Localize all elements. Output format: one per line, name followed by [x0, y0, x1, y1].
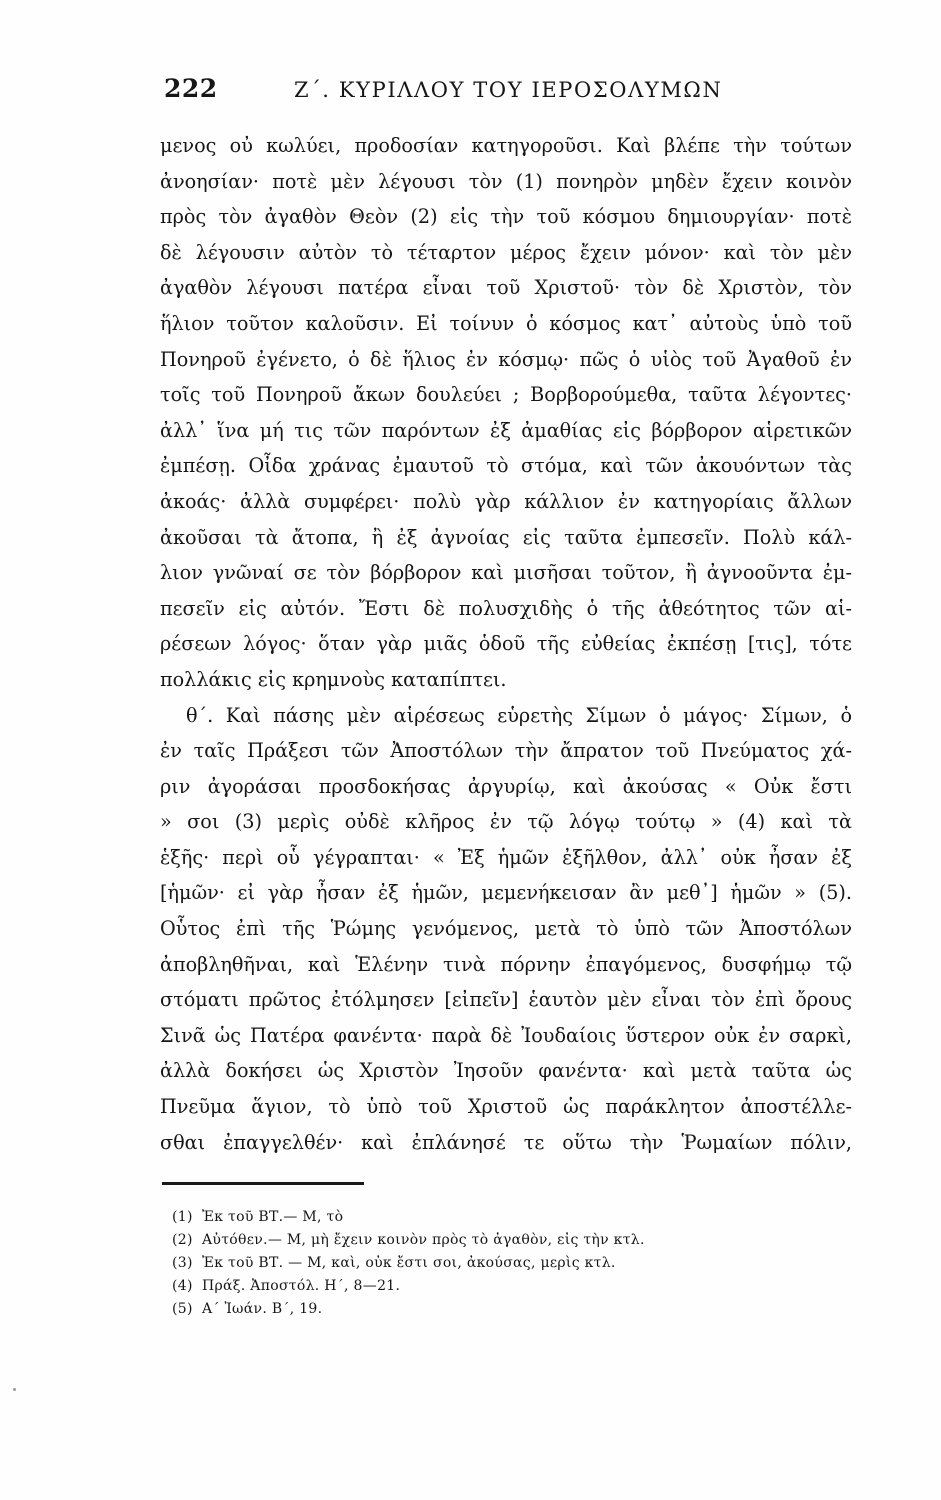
footnote-item	[172, 1298, 852, 1321]
text-line: ἀγαθὸν λέγουσι πατέρα εἶναι τοῦ Χριστοῦ· τὸν δὲ Χριστὸν, τὸν	[160, 276, 852, 300]
page-header	[164, 74, 854, 114]
footnote-text: Α΄ Ἰωάν. Β΄, 19.	[202, 1301, 323, 1317]
footnote-number: (5)	[172, 1301, 193, 1317]
text-line: ἀνοησίαν· ποτὲ μὲν λέγουσι τὸν (1) πονηρὸν μηδὲν ἔχειν κοινὸν	[160, 169, 852, 193]
footnote-text: Πράξ. Ἀποστόλ. Η΄, 8—21.	[202, 1278, 401, 1294]
body-text	[160, 128, 852, 1160]
text-line: Πονηροῦ ἐγένετο, ὁ δὲ ἥλιος ἐν κόσμῳ· πῶς ὁ υἱὸς τοῦ Ἀγαθοῦ ἐν	[160, 347, 852, 371]
footnote-number: (3)	[172, 1255, 193, 1271]
footnotes	[172, 1206, 852, 1321]
footnote-item	[172, 1229, 852, 1252]
text-line: μενος οὐ κωλύει, προδοσίαν κατηγοροῦσι. Καὶ βλέπε τὴν τούτων	[160, 134, 852, 157]
text-line: ἑξῆς· περὶ οὗ γέγραπται· « Ἐξ ἡμῶν ἐξῆλθον, ἀλλ᾽ οὐκ ἦσαν ἐξ	[160, 845, 852, 869]
footnote-text: Ἐκ τοῦ ΒΤ.— Μ, τὸ	[202, 1209, 344, 1225]
text-line: δὲ λέγουσιν αὐτὸν τὸ τέταρτον μέρος ἔχειν μόνον· καὶ τὸν μὲν	[160, 240, 852, 264]
text-line: [ἡμῶν· εἰ γὰρ ἦσαν ἐξ ἡμῶν, μεμενήκεισαν ἂν μεθ᾽] ἡμῶν » (5).	[160, 881, 852, 905]
text-line: ἥλιον τοῦτον καλοῦσιν. Εἰ τοίνυν ὁ κόσμος κατ᾽ αὐτοὺς ὑπὸ τοῦ	[160, 311, 852, 335]
text-line: » σοι (3) μερὶς οὐδὲ κλῆρος ἐν τῷ λόγῳ τούτῳ » (4) καὶ τὰ	[160, 810, 852, 834]
text-line: ἀποβληθῆναι, καὶ Ἑλένην τινὰ πόρνην ἐπαγόμενος, δυσφήμῳ τῷ	[160, 952, 852, 976]
text-line: τοῖς τοῦ Πονηροῦ ἄκων δουλεύει ; Βορβορούμεθα, ταῦτα λέγοντες·	[160, 383, 852, 407]
text-line: λιον γνῶναί σε τὸν βόρβορον καὶ μισῆσαι τοῦτον, ἢ ἀγνοοῦντα ἐμ-	[160, 561, 852, 585]
footnote-item	[172, 1275, 852, 1298]
text-line: ἐμπέσῃ. Οἶδα χράνας ἐμαυτοῦ τὸ στόμα, καὶ τῶν ἀκουόντων τὰς	[160, 454, 852, 478]
footnote-number: (1)	[172, 1209, 193, 1225]
text-line: ἀκοάς· ἀλλὰ συμφέρει· πολὺ γὰρ κάλλιον ἐν κατηγορίαις ἄλλων	[160, 489, 852, 513]
text-line: ριν ἀγοράσαι προσδοκήσας ἀργυρίῳ, καὶ ἀκούσας « Οὐκ ἔστι	[160, 774, 852, 798]
text-line: ἀλλ᾽ ἵνα μή τις τῶν παρόντων ἐξ ἀμαθίας εἰς βόρβορον αἱρετικῶν	[160, 418, 852, 442]
footnote-rule	[162, 1182, 364, 1185]
text-line: ἀλλὰ δοκήσει ὡς Χριστὸν Ἰησοῦν φανέντα· καὶ μετὰ ταῦτα ὡς	[160, 1059, 852, 1083]
footnote-number: (4)	[172, 1278, 193, 1294]
text-line: ἀκοῦσαι τὰ ἄτοπα, ἢ ἐξ ἀγνοίας εἰς ταῦτα ἐμπεσεῖν. Πολὺ κάλ-	[160, 525, 852, 549]
text-line: ἐν ταῖς Πράξεσι τῶν Ἀποστόλων τὴν ἄπρατον τοῦ Πνεύματος χά-	[160, 739, 852, 763]
footnote-item	[172, 1206, 852, 1229]
text-line: στόματι πρῶτος ἐτόλμησεν [εἰπεῖν] ἑαυτὸν μὲν εἶναι τὸν ἐπὶ ὄρους	[160, 988, 852, 1012]
page-number: 222	[164, 74, 218, 103]
running-title: Ζ΄. ΚΥΡΙΛΛΟΥ ΤΟΥ ΙΕΡΟΣΟΛΥΜΩΝ	[294, 78, 723, 102]
text-line: πεσεῖν εἰς αὐτόν. Ἔστι δὲ πολυσχιδὴς ὁ τῆς ἀθεότητος τῶν αἱ-	[160, 596, 852, 620]
paper-speck	[13, 1388, 16, 1391]
text-line: Πνεῦμα ἅγιον, τὸ ὑπὸ τοῦ Χριστοῦ ὡς παράκλητον ἀποστέλλε-	[160, 1095, 852, 1119]
section-heading-line: θ΄. Καὶ πάσης μὲν αἱρέσεως εὑρετὴς Σίμων ὁ μάγος· Σίμων, ὁ	[186, 703, 852, 727]
footnote-text: Αὐτόθεν.— Μ, μὴ ἔχειν κοινὸν πρὸς τὸ ἀγαθὸν, εἰς τὴν κτλ.	[202, 1232, 645, 1248]
footnote-item	[172, 1252, 852, 1275]
text-line: σθαι ἐπαγγελθέν· καὶ ἐπλάνησέ τε οὕτω τὴν Ῥωμαίων πόλιν,	[160, 1130, 852, 1154]
text-line: Σινᾶ ὡς Πατέρα φανέντα· παρὰ δὲ Ἰουδαίοις ὕστερον οὐκ ἐν σαρκὶ,	[160, 1023, 852, 1047]
text-line: πρὸς τὸν ἀγαθὸν Θεὸν (2) εἰς τὴν τοῦ κόσμου δημιουργίαν· ποτὲ	[160, 205, 852, 229]
footnote-text: Ἐκ τοῦ ΒΤ. — Μ, καὶ, οὐκ ἔστι σοι, ἀκούσας, μερὶς κτλ.	[202, 1255, 616, 1271]
text-line: πολλάκις εἰς κρημνοὺς καταπίπτει.	[160, 667, 507, 691]
text-line: ρέσεων λόγος· ὅταν γὰρ μιᾶς ὁδοῦ τῆς εὐθείας ἐκπέσῃ [τις], τότε	[160, 632, 852, 656]
text-line: Οὗτος ἐπὶ τῆς Ῥώμης γενόμενος, μετὰ τὸ ὑπὸ τῶν Ἀποστόλων	[160, 917, 852, 941]
footnote-number: (2)	[172, 1232, 193, 1248]
